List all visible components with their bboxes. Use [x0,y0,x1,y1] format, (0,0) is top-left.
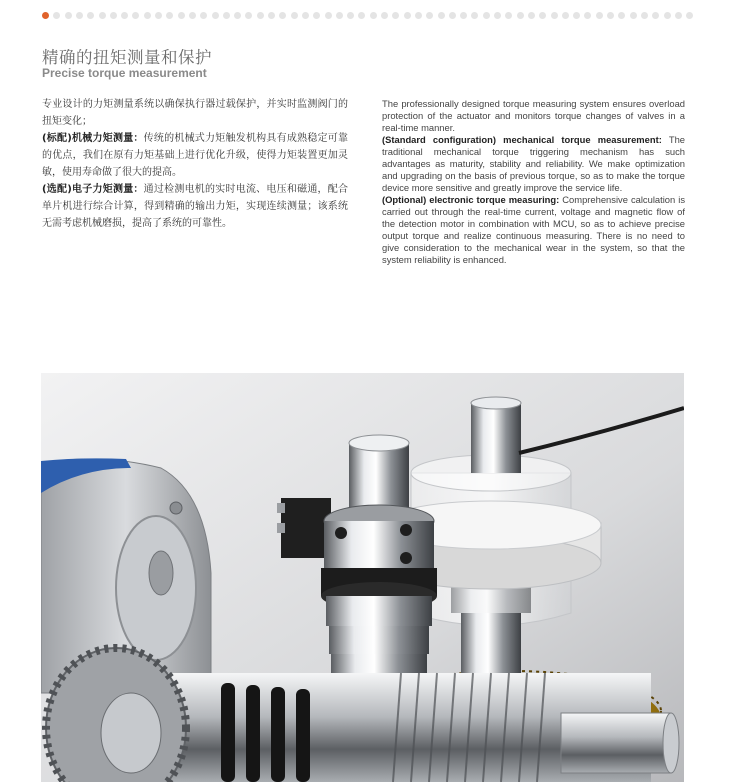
intro-text-en: The professionally designed torque measuring system ensures overload protection of the actuator and monitors torque changes of valves in a real-time manner. [382,98,685,133]
intro-paragraph-zh [42,96,348,130]
pagination-dot[interactable] [404,12,411,19]
pagination-dot[interactable] [144,12,151,19]
pagination-dot[interactable] [121,12,128,19]
pagination-dot[interactable] [257,12,264,19]
pagination-dot[interactable] [517,12,524,19]
pagination-dot[interactable] [223,12,230,19]
pagination-dot[interactable] [132,12,139,19]
pagination-dot[interactable] [505,12,512,19]
torque-mechanism-illustration [41,373,684,782]
pagination-dot[interactable] [686,12,693,19]
pagination-dot[interactable] [189,12,196,19]
pagination-dot[interactable] [392,12,399,19]
standard-paragraph-zh [42,130,348,181]
pagination-dot[interactable] [449,12,456,19]
standard-paragraph-en [382,134,685,194]
pagination-dot[interactable] [166,12,173,19]
pagination-dot[interactable] [494,12,501,19]
pagination-dot[interactable] [110,12,117,19]
page-title-en: Precise torque measurement [42,66,207,80]
standard-text-zh: 传统的机械式力矩触发机构具有成熟稳定可靠的优点，我们在原有力矩基础上进行优化升级，使得力矩装置更加灵敏，使用寿命做了很大的提高。 [42,133,349,178]
pagination-dot[interactable] [313,12,320,19]
pagination-dot[interactable] [347,12,354,19]
pagination-dot[interactable] [76,12,83,19]
optional-label-zh: (选配)电子力矩测量： [42,184,144,195]
pagination-dot[interactable] [268,12,275,19]
optional-text-zh: 通过检测电机的实时电流、电压和磁通，配合单片机进行综合计算，得到精确的输出力矩，实现连续测量；该系统无需考虑机械磨损，提高了系统的可靠性。 [42,184,349,229]
pagination-dot[interactable] [539,12,546,19]
pagination-dot[interactable] [155,12,162,19]
optional-paragraph-zh [42,181,348,232]
pagination-dot[interactable] [630,12,637,19]
page-title-zh: 精确的扭矩测量和保护 [42,48,212,67]
pagination-dot[interactable] [65,12,72,19]
optional-label-en: (Optional) electronic torque measuring: [382,194,560,205]
standard-label-zh: (标配)机械力矩测量： [42,133,144,144]
pagination-dot[interactable] [551,12,558,19]
torque-mechanism-image [41,373,684,782]
pagination-dot[interactable] [53,12,60,19]
pagination-dot[interactable] [358,12,365,19]
pagination-dot[interactable] [675,12,682,19]
pagination-dot[interactable] [200,12,207,19]
standard-label-en: (Standard configuration) mechanical torque measurement: [382,134,662,145]
pagination-dot[interactable] [245,12,252,19]
english-text-column [382,98,685,266]
pagination-dot[interactable] [234,12,241,19]
optional-text-en: Comprehensive calculation is carried out through the real-time current, voltage and magnetic flow of the detection motor in combination with MCU, so as to achieve precise output torque and realize continuous measuring. There is no need to give consideration to the mechanical wear in the system, so that the system reliability is enhanced. [382,194,686,265]
pagination-dot[interactable] [584,12,591,19]
pagination-dot[interactable] [212,12,219,19]
pagination-dot[interactable] [291,12,298,19]
pagination-dot[interactable] [42,12,49,19]
pagination-dot[interactable] [178,12,185,19]
pagination-dots [42,12,692,22]
pagination-dot[interactable] [438,12,445,19]
pagination-dot[interactable] [618,12,625,19]
pagination-dot[interactable] [279,12,286,19]
pagination-dot[interactable] [99,12,106,19]
pagination-dot[interactable] [336,12,343,19]
pagination-dot[interactable] [370,12,377,19]
pagination-dot[interactable] [87,12,94,19]
pagination-dot[interactable] [664,12,671,19]
pagination-dot[interactable] [471,12,478,19]
pagination-dot[interactable] [460,12,467,19]
pagination-dot[interactable] [607,12,614,19]
pagination-dot[interactable] [483,12,490,19]
pagination-dot[interactable] [573,12,580,19]
pagination-dot[interactable] [528,12,535,19]
pagination-dot[interactable] [415,12,422,19]
chinese-text-column [42,96,348,232]
pagination-dot[interactable] [325,12,332,19]
pagination-dot[interactable] [641,12,648,19]
optional-paragraph-en [382,194,685,266]
standard-text-en: The traditional mechanical torque triggering mechanism has such advantages as maturity, stability and reliability. We make optimization and upgrading on the basis of previous torque, so as to make the torque device more sensitive and greatly improve the service life. [382,134,685,193]
pagination-dot[interactable] [426,12,433,19]
intro-text-zh: 专业设计的力矩测量系统以确保执行器过载保护，并实时监测阀门的扭矩变化； [42,99,348,127]
pagination-dot[interactable] [381,12,388,19]
pagination-dot[interactable] [652,12,659,19]
pagination-dot[interactable] [562,12,569,19]
pagination-dot[interactable] [596,12,603,19]
intro-paragraph-en [382,98,685,134]
pagination-dot[interactable] [302,12,309,19]
